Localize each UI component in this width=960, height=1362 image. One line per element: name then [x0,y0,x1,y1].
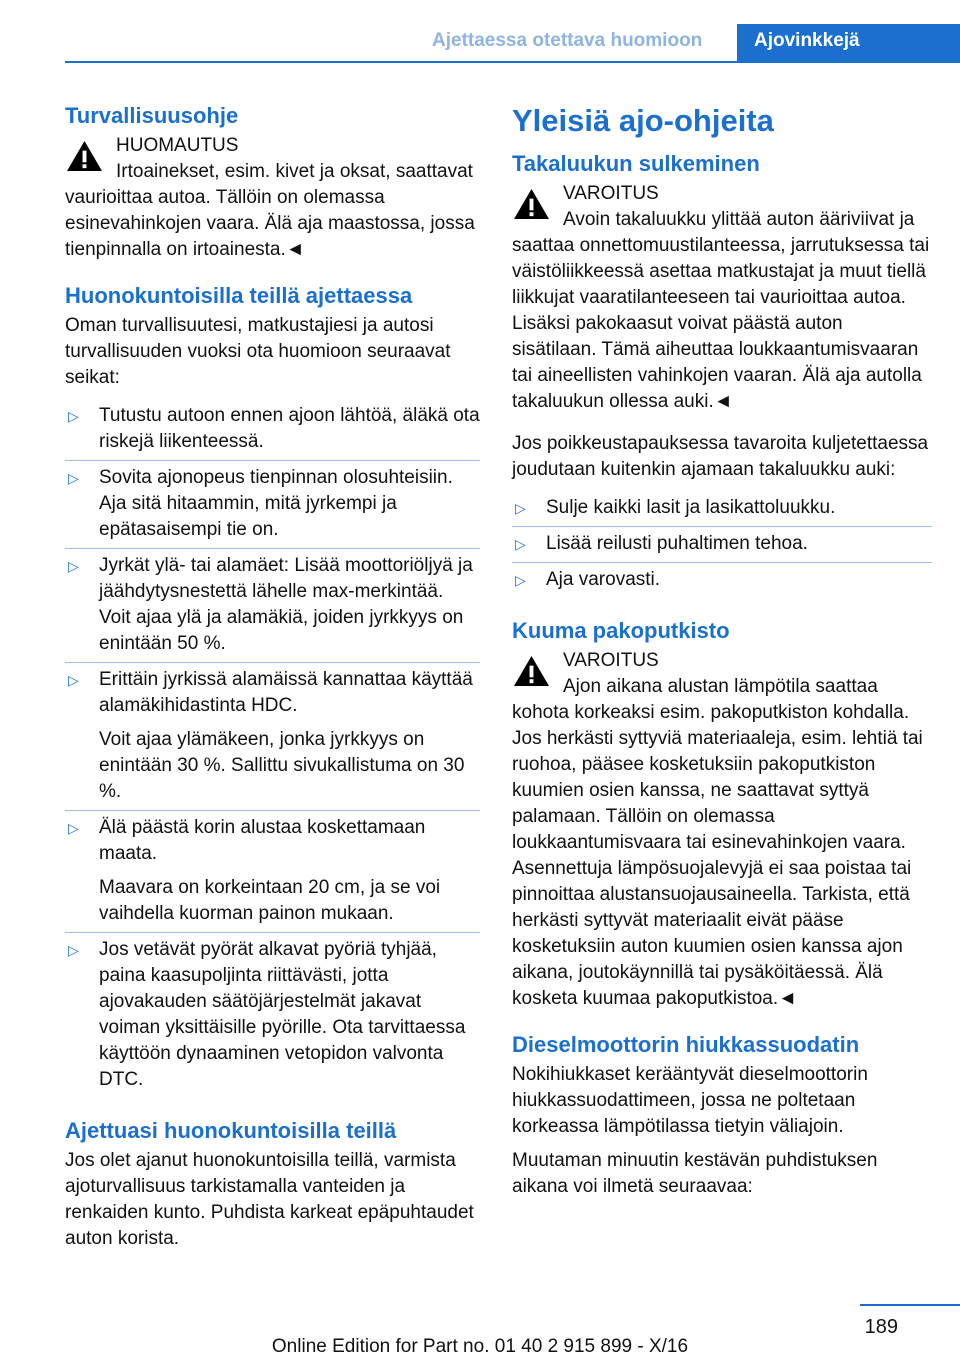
list-item-text: Jos vetävät pyörät alkavat pyöriä tyhjää, paina kaasupoljinta riittävästi, jotta ajovakauden säätöjärjestelmät jakavat voiman yksittäisille pyörille. Ota tarvittaessa käyttöön dynaaminen vetopidon valvonta DTC. [99,939,466,1090]
list-item-text: Aja varovasti. [546,569,661,590]
rough-roads-intro: Oman turvallisuutesi, matkustajiesi ja autosi turvallisuuden vuoksi ota huomioon seuraavat seikat: [65,315,451,388]
list-item [65,663,480,811]
header-chapter-tab: Ajovinkkejä [737,24,960,63]
rough-roads-list [65,399,480,1098]
list-item-text: Jyrkät ylä- tai alamäet: Lisää moottoriöljyä ja jäähdytysnestettä lähelle max-merkintää. Voit ajaa ylä ja alamäkiä, joiden jyrkkyys on enintään 50 %. [99,555,473,654]
list-item [512,527,932,563]
diesel-filter-heading: Dieselmoottorin hiukkassuodatin [512,1032,860,1057]
list-item-text: Sulje kaikki lasit ja lasikattoluukku. [546,497,836,518]
header-section-title: Ajettaessa otettava huomioon [432,30,703,51]
warning-label: VAROITUS [563,183,659,204]
bullet-icon: ▷ [68,672,79,688]
list-item-subtext: Voit ajaa ylämäkeen, jonka jyrkkyys on enintään 30 %. Sallittu sivukallistuma on 30 %. [99,729,465,802]
bullet-icon: ▷ [68,942,79,958]
warning-triangle-icon [512,654,551,688]
footer-rule [860,1304,960,1306]
bullet-icon: ▷ [515,572,526,588]
notice-block [65,133,480,263]
after-rough-roads-heading: Ajettuasi huonokuntoisilla teillä [65,1118,397,1143]
warning-block [512,648,932,1012]
warning-text: Avoin takaluukku ylittää auton ääriviivat ja saattaa onnettomuustilanteessa, jarrutuksessa tai väistöliikkeessä asettaa matkustajat ja muut tiellä liikkujat vaaratilanteeseen tai vaurioittaa autoa. Lisäksi pakokaasut voivat päästä auton sisätilaan. Tämä aiheuttaa loukkaantumisvaaran tai aineellisten vahinkojen vaaran. Älä aja autolla takaluukun ollessa auki.◄ [512,209,930,412]
list-item [65,811,480,933]
diesel-filter-text-2: Muutaman minuutin kestävän puhdistuksen aikana voi ilmetä seuraavaa: [512,1150,878,1197]
bullet-icon: ▷ [68,820,79,836]
list-item [512,491,932,527]
notice-text: Irtoainekset, esim. kivet ja oksat, saattavat vaurioittaa autoa. Tällöin on olemassa esinevahinkojen vaara. Älä aja maastossa, jossa tienpinnalla on irtoainesta.◄ [65,161,475,260]
header-rule [65,61,960,63]
bullet-icon: ▷ [68,408,79,424]
safety-heading: Turvallisuusohje [65,103,239,128]
after-rough-roads-text: Jos olet ajanut huonokuntoisilla teillä, varmista ajoturvallisuus tarkistamalla vanteiden ja renkaiden kunto. Puhdista karkeat epäpuhtaudet auton korista. [65,1150,474,1249]
hot-exhaust-heading: Kuuma pakoputkisto [512,618,730,643]
notice-label: HUOMAUTUS [116,135,239,156]
warning-label: VAROITUS [563,650,659,671]
list-item-text: Lisää reilusti puhaltimen tehoa. [546,533,808,554]
right-column [512,101,932,1208]
list-item-text: Tutustu autoon ennen ajoon lähtöä, äläkä ota riskejä liikenteessä. [99,405,480,452]
bullet-icon: ▷ [68,558,79,574]
list-item-text: Sovita ajonopeus tienpinnan olosuhteisiin. Aja sitä hitaammin, mitä jyrkempi ja epätasaisempi tie on. [99,467,453,540]
list-item [65,933,480,1098]
list-item-text: Erittäin jyrkissä alamäissä kannattaa käyttää alamäkihidastinta HDC. [99,669,473,716]
list-item [65,461,480,549]
list-item [65,549,480,663]
list-item [512,563,932,598]
tailgate-text: Jos poikkeustapauksessa tavaroita kuljetettaessa joudutaan kuitenkin ajamaan takaluukku auki: [512,433,929,480]
warning-triangle-icon [512,187,551,221]
left-column [65,101,480,1260]
warning-text: Ajon aikana alustan lämpötila saattaa kohota korkeaksi esim. pakoputkiston kohdalla. Jos herkästi syttyviä materiaaleja, esim. lehtiä tai ruohoa, pääsee kosketuksiin pakoputkiston kuumien osien kanssa, ne saattavat syttyä palamaan. Tällöin on olemassa loukkaantumisvaara tai esinevahinkojen vaara. Asennettuja lämpösuojalevyjä ei saa poistaa tai pinnoittaa alustansuojausaineella. Tarkista, että herkästi syttyvät materiaalit eivät pääse kosketuksiin auton kuumien osien kanssa ajon aikana, joutokäynnillä tai pysäköitäessä. Älä kosketa kuumaa pakoputkistoa.◄ [512,676,923,1009]
tailgate-list [512,491,932,598]
tailgate-heading: Takaluukun sulkeminen [512,151,760,176]
diesel-filter-text-1: Nokihiukkaset kerääntyvät dieselmoottorin hiukkassuodattimeen, jossa ne poltetaan korkeassa lämpötilassa tietyin väliajoin. [512,1064,868,1137]
list-item-subtext: Maavara on korkeintaan 20 cm, ja se voi vaihdella kuorman painon mukaan. [99,877,441,924]
page-title: Yleisiä ajo-ohjeita [512,103,774,138]
page-number: 189 [864,1316,898,1338]
list-item [65,399,480,461]
list-item-text: Älä päästä korin alustaa koskettamaan maata. [99,817,426,864]
warning-triangle-icon [65,139,104,173]
bullet-icon: ▷ [515,536,526,552]
footer-edition: Online Edition for Part no. 01 40 2 915 899 - X/16 [271,1336,689,1357]
bullet-icon: ▷ [68,470,79,486]
bullet-icon: ▷ [515,500,526,516]
warning-block [512,181,932,415]
rough-roads-heading: Huonokuntoisilla teillä ajettaessa [65,283,413,308]
